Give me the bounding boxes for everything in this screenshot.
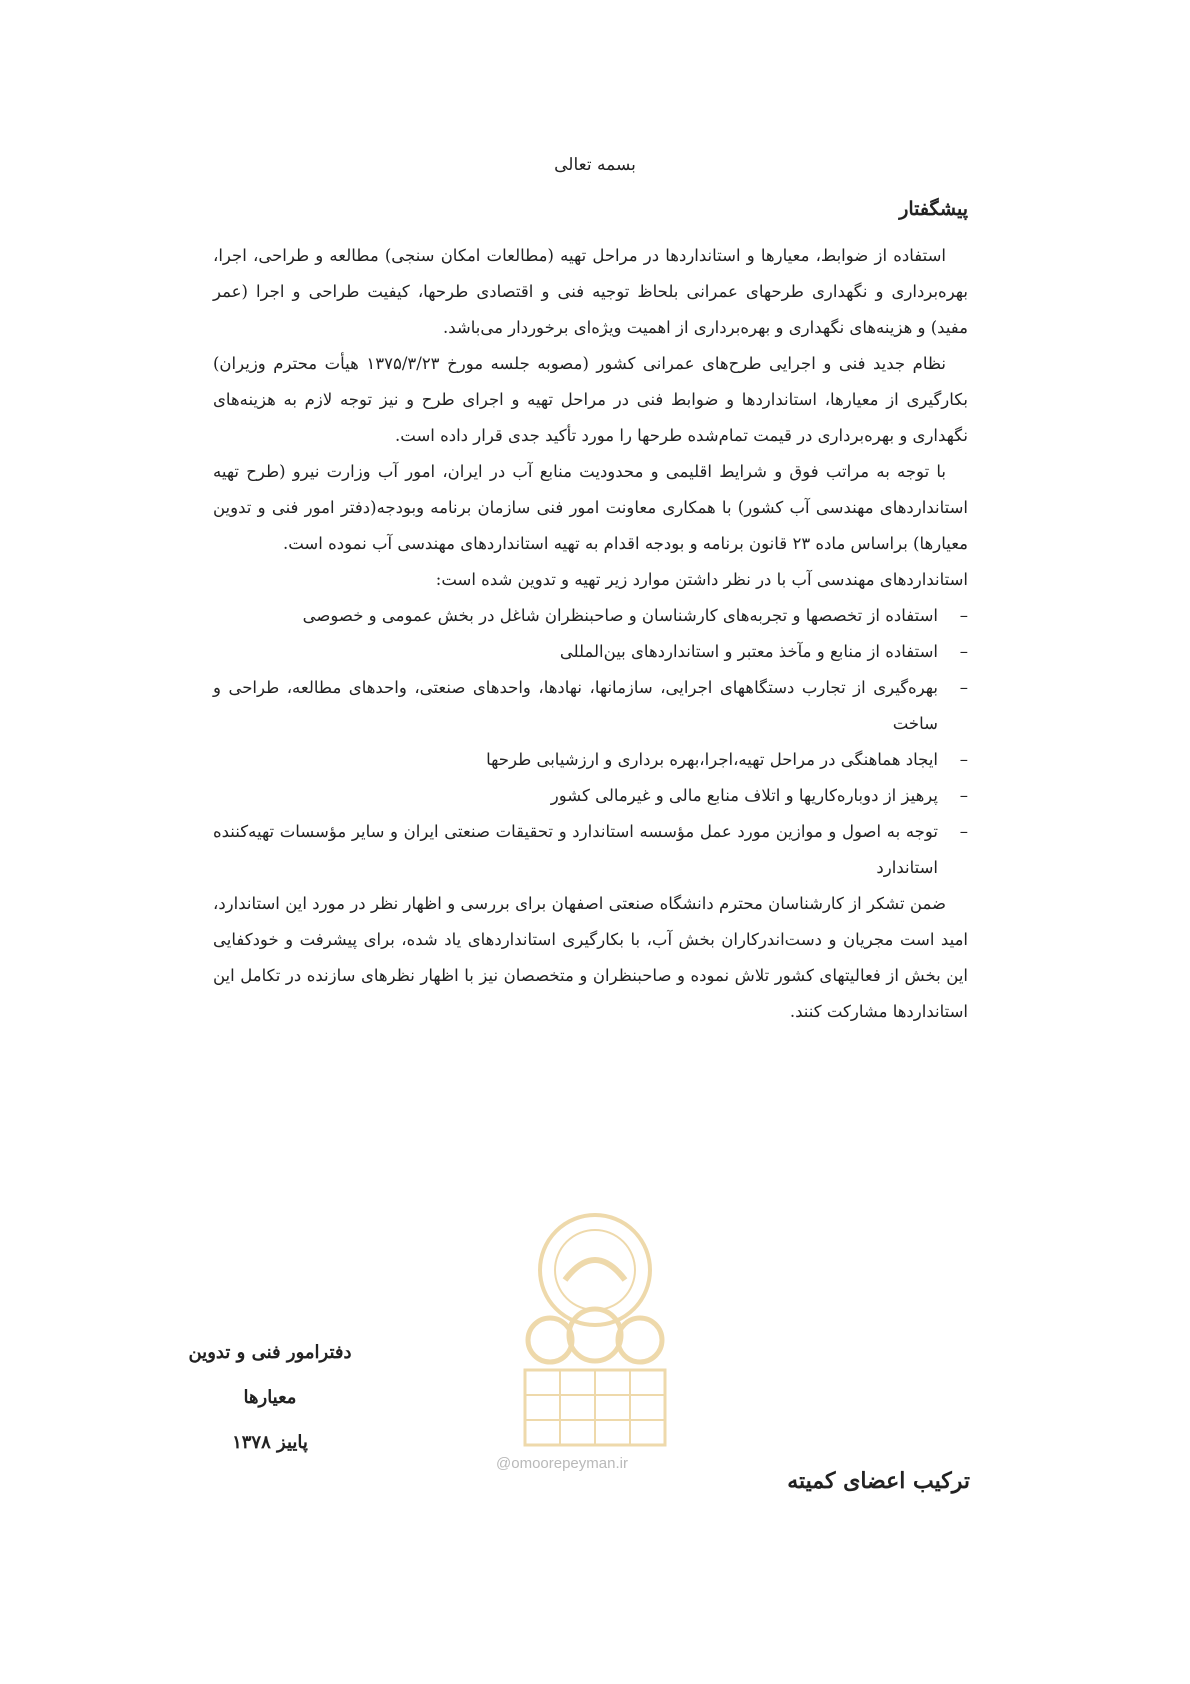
list-item: – توجه به اصول و موازین مورد عمل مؤسسه استاندارد و تحقیقات صنعتی ایران و سایر مؤسسات تهیه‌کننده استاندارد [213, 814, 968, 886]
signature-office-cont: معیارها [243, 1387, 297, 1408]
criteria-list [213, 598, 968, 886]
signature-date: پاییز ۱۳۷۸ [232, 1432, 308, 1453]
list-item: – ایجاد هماهنگی در مراحل تهیه،اجرا،بهره برداری و ارزشیابی طرحها [213, 742, 968, 778]
paragraph-5: ضمن تشکر از کارشناسان محترم دانشگاه صنعتی اصفهان برای بررسی و اظهار نظر در مورد این استاندارد، امید است مجریان و دست‌اندرکاران بخش آب، با بکارگیری استانداردهای یاد شده، برای پیشرفت و خودکفایی این بخش از فعالیتهای کشور تلاش نموده و صاحبنظران و متخصصان نیز با اظهار نظرهای سازنده در تکامل این استانداردها مشارکت کنند. [213, 894, 968, 1021]
paragraph-3: با توجه به مراتب فوق و شرایط اقلیمی و محدودیت منابع آب در ایران، امور آب وزارت نیرو (طرح تهیه استانداردهای مهندسی آب کشور) با همکاری معاونت امور فنی سازمان برنامه وبودجه(دفتر امور فنی و تدوین معیارها) براساس ماده ۲۳ قانون برنامه و بودجه اقدام به تهیه استانداردهای مهندسی آب نموده است. [213, 462, 968, 553]
list-item: – پرهیز از دوباره‌کاریها و اتلاف منابع مالی و غیرمالی کشور [213, 778, 968, 814]
paragraph-4: استانداردهای مهندسی آب با در نظر داشتن موارد زیر تهیه و تدوین شده است: [435, 570, 968, 589]
foreword-body [213, 238, 968, 1030]
paragraph-1: استفاده از ضوابط، معیارها و استانداردها در مراحل تهیه (مطالعات امکان سنجی) مطالعه و طراحی، اجرا، بهره‌برداری و نگهداری طرحهای عمرانی بلحاظ توجیه فنی و اقتصادی طرحها، کیفیت طراحی و اجرا (عمر مفید) و هزینه‌های نگهداری و بهره‌برداری از اهمیت ویژه‌ای برخوردار می‌باشد. [213, 246, 968, 337]
signature-block [160, 1330, 380, 1465]
watermark-seal-icon [495, 1210, 695, 1450]
paragraph-2: نظام جدید فنی و اجرایی طرح‌های عمرانی کشور (مصوبه جلسه مورخ ۱۳۷۵/۳/۲۳ هیأت محترم وزیران) بکارگیری از معیارها، استانداردها و ضوابط فنی در مراحل تهیه و اجرای طرح و نیز توجه لازم به هزینه‌های نگهداری و بهره‌برداری در قیمت تمام‌شده طرحها را مورد تأکید جدی قرار داده است. [213, 354, 968, 445]
watermark-url: @omoorepeyman.ir [496, 1455, 628, 1472]
section-heading: پیشگفتار [899, 198, 968, 220]
invocation-line: بسمه تعالی [554, 155, 636, 175]
signature-office: دفترامور فنی و تدوین [188, 1342, 352, 1363]
list-item: – استفاده از تخصصها و تجربه‌های کارشناسان و صاحبنظران شاغل در بخش عمومی و خصوصی [213, 598, 968, 634]
list-item: – بهره‌گیری از تجارب دستگاههای اجرایی، سازمانها، نهادها، واحدهای صنعتی، واحدهای مطالعه، طراحی و ساخت [213, 670, 968, 742]
list-item: – استفاده از منابع و مآخذ معتبر و استانداردهای بین‌المللی [213, 634, 968, 670]
committee-title: ترکیب اعضای کمیته [787, 1468, 970, 1494]
